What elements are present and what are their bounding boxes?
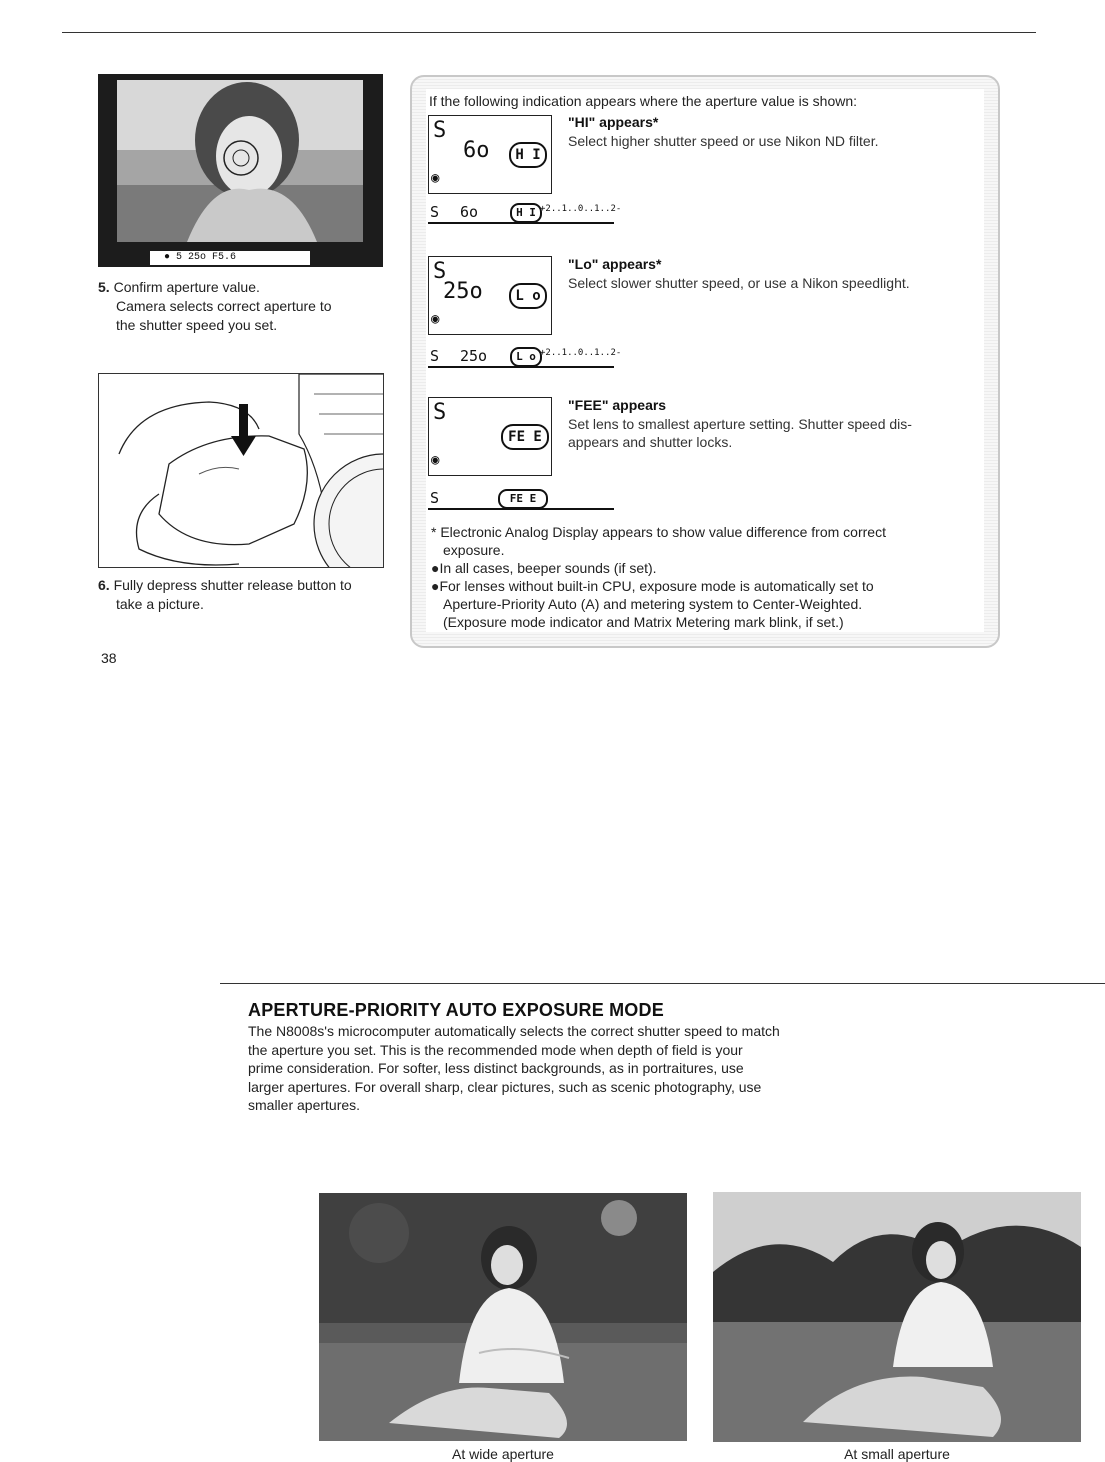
note-line-6: (Exposure mode indicator and Matrix Metering mark blink, if set.) <box>443 614 844 630</box>
note-line-2: exposure. <box>443 542 505 558</box>
section-rule <box>220 983 1105 984</box>
wide-aperture-photo <box>319 1193 687 1441</box>
lcd-speed-hi: 6o <box>463 138 490 163</box>
strip-speed-lo: 25o <box>460 347 488 365</box>
step-5-line-3: the shutter speed you set. <box>116 317 278 333</box>
strip-speed-hi: 6o <box>460 203 479 221</box>
strip-scale-lo: +2..1..0..1..2- <box>540 348 622 358</box>
description-fee <box>568 415 912 451</box>
lcd-focus-icon-lo: ◉ <box>431 311 440 327</box>
step-6-line-2: take a picture. <box>116 596 204 612</box>
small-aperture-caption: At small aperture <box>844 1446 950 1462</box>
step-5-number: 5. <box>98 279 110 295</box>
viewfinder-strip-fee <box>428 486 614 510</box>
strip-mode-lo: S <box>430 347 440 365</box>
section-body-line-2: the aperture you set. This is the recommended mode when depth of field is your <box>248 1041 743 1058</box>
panel-notes <box>431 523 991 631</box>
top-rule <box>62 32 1036 33</box>
note-line-1: * Electronic Analog Display appears to show value difference from correct <box>431 524 886 540</box>
lcd-value-hi: H I <box>509 142 547 168</box>
heading-hi: "HI" appears* <box>568 114 659 130</box>
lcd-speed-lo: 25o <box>443 279 483 304</box>
section-body-line-5: smaller apertures. <box>248 1097 361 1113</box>
viewfinder-readout: ● 5 25o F5.6 <box>150 251 310 265</box>
step-6-caption <box>98 576 388 614</box>
viewfinder-portrait-photo <box>117 80 363 242</box>
panel-intro: If the following indication appears where the aperture value is shown: <box>429 93 858 109</box>
viewfinder-strip-hi <box>428 200 622 224</box>
note-line-3: ●In all cases, beeper sounds (if set). <box>431 560 657 576</box>
description-fee-line-1: Set lens to smallest aperture setting. Shutter speed dis- <box>568 416 912 432</box>
lcd-value-lo: L o <box>509 283 547 309</box>
lcd-panel-fee <box>428 397 552 476</box>
shutter-release-illustration <box>98 373 384 568</box>
lcd-panel-lo <box>428 256 552 335</box>
step-5-line-2: Camera selects correct aperture to <box>116 298 332 314</box>
lcd-panel-hi <box>428 115 552 194</box>
page-number: 38 <box>101 650 117 666</box>
lcd-mode-hi: S <box>433 118 447 143</box>
step-5-line-1: Confirm aperture value. <box>113 279 260 295</box>
strip-value-hi: H I <box>510 203 542 223</box>
section-body-line-4: larger apertures. For overall sharp, clear pictures, such as scenic photography, use <box>248 1078 762 1095</box>
wide-aperture-caption: At wide aperture <box>452 1446 554 1462</box>
step-6-line-1: Fully depress shutter release button to <box>113 577 352 593</box>
section-body <box>248 1022 868 1115</box>
description-lo: Select slower shutter speed, or use a Nikon speedlight. <box>568 275 910 291</box>
step-5-caption <box>98 278 388 335</box>
strip-value-lo: L o <box>510 347 542 367</box>
lcd-focus-icon-hi: ◉ <box>431 170 440 186</box>
lcd-mode-lo: S <box>433 259 447 284</box>
description-hi: Select higher shutter speed or use Nikon ND filter. <box>568 133 879 149</box>
viewfinder-strip-lo <box>428 344 622 368</box>
strip-mode-fee: S <box>430 489 440 507</box>
section-title: APERTURE-PRIORITY AUTO EXPOSURE MODE <box>248 1000 664 1020</box>
lcd-mode-fee: S <box>433 400 447 425</box>
step-6-number: 6. <box>98 577 110 593</box>
section-body-line-3: prime consideration. For softer, less distinct backgrounds, as in portraitures, use <box>248 1060 744 1076</box>
heading-fee: "FEE" appears <box>568 397 667 413</box>
description-fee-line-2: appears and shutter locks. <box>568 434 733 450</box>
viewfinder-readout-text: 5 25o F5.6 <box>176 252 237 263</box>
note-line-4: ●For lenses without built-in CPU, exposure mode is automatically set to <box>431 578 874 594</box>
heading-lo: "Lo" appears* <box>568 256 662 272</box>
strip-mode-hi: S <box>430 203 440 221</box>
lcd-focus-icon-fee: ◉ <box>431 452 440 468</box>
lcd-value-fee: FE E <box>501 424 549 450</box>
note-line-5: Aperture-Priority Auto (A) and metering system to Center-Weighted. <box>443 596 863 612</box>
strip-scale-hi: +2..1..0..1..2- <box>540 204 622 214</box>
small-aperture-photo <box>713 1192 1081 1442</box>
section-body-line-1: The N8008s's microcomputer automatically selects the correct shutter speed to match <box>248 1023 780 1039</box>
strip-value-fee: FE E <box>498 489 548 509</box>
